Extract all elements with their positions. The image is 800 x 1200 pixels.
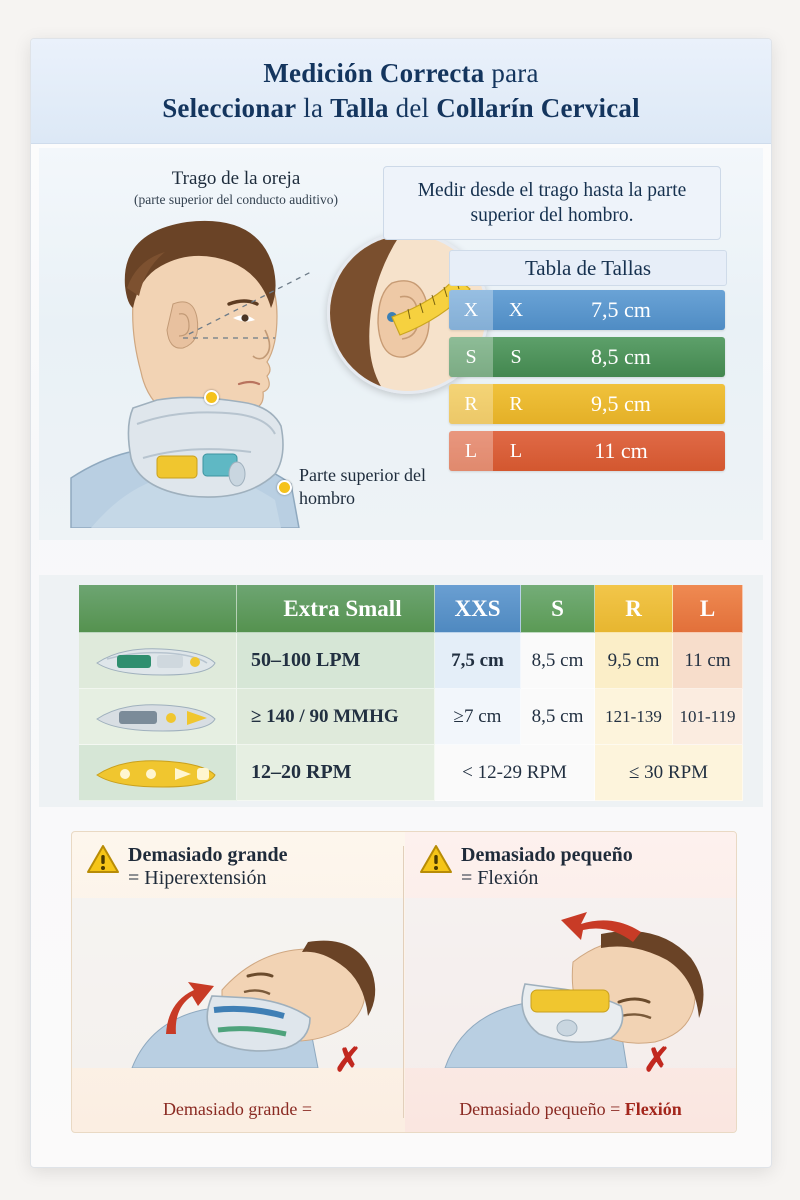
collar-yellow-icon <box>91 753 221 793</box>
size-row-s-code: S <box>510 345 522 368</box>
x-mark-left: ✗ <box>334 1041 362 1078</box>
specs-table-row-2 <box>79 689 743 745</box>
warning-too-small-text <box>461 844 633 890</box>
specs-table-row-3 <box>79 745 743 801</box>
title-line-2-e: Collarín Cervical <box>436 93 640 123</box>
trago-label-title: Trago de la oreja <box>171 168 301 189</box>
warning-too-small-footer-plain: Demasiado pequeño = <box>459 1099 625 1119</box>
specs-row-3-xxs: < 12-29 RPM <box>435 745 595 801</box>
size-row-s <box>449 337 725 377</box>
title-line-2-a: Seleccionar <box>162 93 297 123</box>
x-mark-right: ✗ <box>643 1041 671 1078</box>
specs-row-1-desc: 50–100 LPM <box>237 633 435 689</box>
title-line-2-b: la <box>296 93 331 123</box>
size-row-s-key: S <box>449 337 493 377</box>
warning-too-small <box>405 832 736 1132</box>
warning-too-big-title <box>72 832 403 890</box>
specs-header-r: R <box>595 585 673 633</box>
warning-too-big-line2: = Hiperextensión <box>128 867 267 889</box>
warning-too-big <box>72 832 403 1132</box>
size-row-r-key: R <box>449 384 493 424</box>
collar-thumb-3-cell <box>79 745 237 801</box>
size-row-x-key: X <box>449 290 493 330</box>
warning-triangle-icon <box>419 844 453 874</box>
size-table <box>449 290 725 478</box>
warning-too-small-line2: = Flexión <box>461 867 539 889</box>
specs-header-l: L <box>673 585 743 633</box>
size-row-x <box>449 290 725 330</box>
ear-point-marker <box>204 390 219 405</box>
title-line-2-d: del <box>388 93 437 123</box>
warning-too-small-footer-bold: Flexión <box>624 1099 682 1119</box>
collar-grey-icon <box>91 697 221 737</box>
warning-too-big-line1: Demasiado grande <box>128 844 288 866</box>
trago-label-sub: (parte superior del conducto auditivo) <box>134 192 338 207</box>
warning-too-small-footer <box>405 1099 736 1120</box>
collar-thumb-1-cell <box>79 633 237 689</box>
shoulder-point-marker <box>277 480 292 495</box>
specs-row-1-xxs: 7,5 cm <box>435 633 521 689</box>
title-line-1-bold: Medición Correcta <box>263 58 485 88</box>
size-row-l <box>449 431 725 471</box>
specs-table <box>79 585 743 801</box>
trago-label <box>101 168 371 208</box>
specs-row-1-l: 11 cm <box>673 633 743 689</box>
upper-section <box>31 144 771 544</box>
specs-table-row-1 <box>79 633 743 689</box>
specs-row-1-r: 9,5 cm <box>595 633 673 689</box>
specs-row-1-s: 8,5 cm <box>521 633 595 689</box>
title-line-1 <box>263 58 538 89</box>
specs-header-xxs: XXS <box>435 585 521 633</box>
specs-row-3-desc: 12–20 RPM <box>237 745 435 801</box>
specs-row-2-desc: ≥ 140 / 90 MMHG <box>237 689 435 745</box>
size-row-x-value: 7,5 cm <box>591 297 651 322</box>
specs-row-2-l: 101-119 <box>673 689 743 745</box>
size-row-l-code: L <box>509 439 523 462</box>
title-line-1-rest: para <box>484 58 539 88</box>
size-row-r-value: 9,5 cm <box>591 391 651 416</box>
size-row-l-value: 11 cm <box>594 438 648 463</box>
size-row-l-key: L <box>449 431 493 471</box>
size-row-r <box>449 384 725 424</box>
specs-header-image-cell <box>79 585 237 633</box>
specs-table-section <box>39 575 763 807</box>
warning-too-small-line1: Demasiado pequeño <box>461 844 633 866</box>
warning-too-small-title <box>405 832 736 890</box>
poster-header <box>31 39 771 144</box>
size-row-x-code: X <box>508 298 524 321</box>
measure-instruction-callout: Medir desde el trago hasta la parte superior del hombro. <box>383 166 721 240</box>
warning-too-big-text <box>128 844 287 890</box>
shoulder-label: Parte superior del hombro <box>299 465 426 508</box>
specs-row-2-r: 121-139 <box>595 689 673 745</box>
warning-too-big-footer <box>72 1099 403 1120</box>
flexion-illustration <box>405 898 736 1068</box>
title-line-2 <box>162 93 640 124</box>
warnings-divider <box>403 846 404 1118</box>
warnings-section <box>71 831 737 1133</box>
size-table-title: Tabla de Tallas <box>449 250 727 286</box>
poster <box>30 38 772 1168</box>
title-line-2-c: Talla <box>330 93 389 123</box>
size-row-r-code: R <box>509 392 523 415</box>
specs-row-2-s: 8,5 cm <box>521 689 595 745</box>
warning-triangle-icon <box>86 844 120 874</box>
specs-header-s: S <box>521 585 595 633</box>
collar-green-icon <box>91 641 221 681</box>
warning-too-big-footer-plain: Demasiado grande = <box>162 1099 313 1119</box>
specs-row-3-r: ≤ 30 RPM <box>595 745 743 801</box>
specs-row-2-xxs: ≥7 cm <box>435 689 521 745</box>
size-row-s-value: 8,5 cm <box>591 344 651 369</box>
specs-header-extra-small: Extra Small <box>237 585 435 633</box>
specs-table-header-row <box>79 585 743 633</box>
collar-thumb-2-cell <box>79 689 237 745</box>
